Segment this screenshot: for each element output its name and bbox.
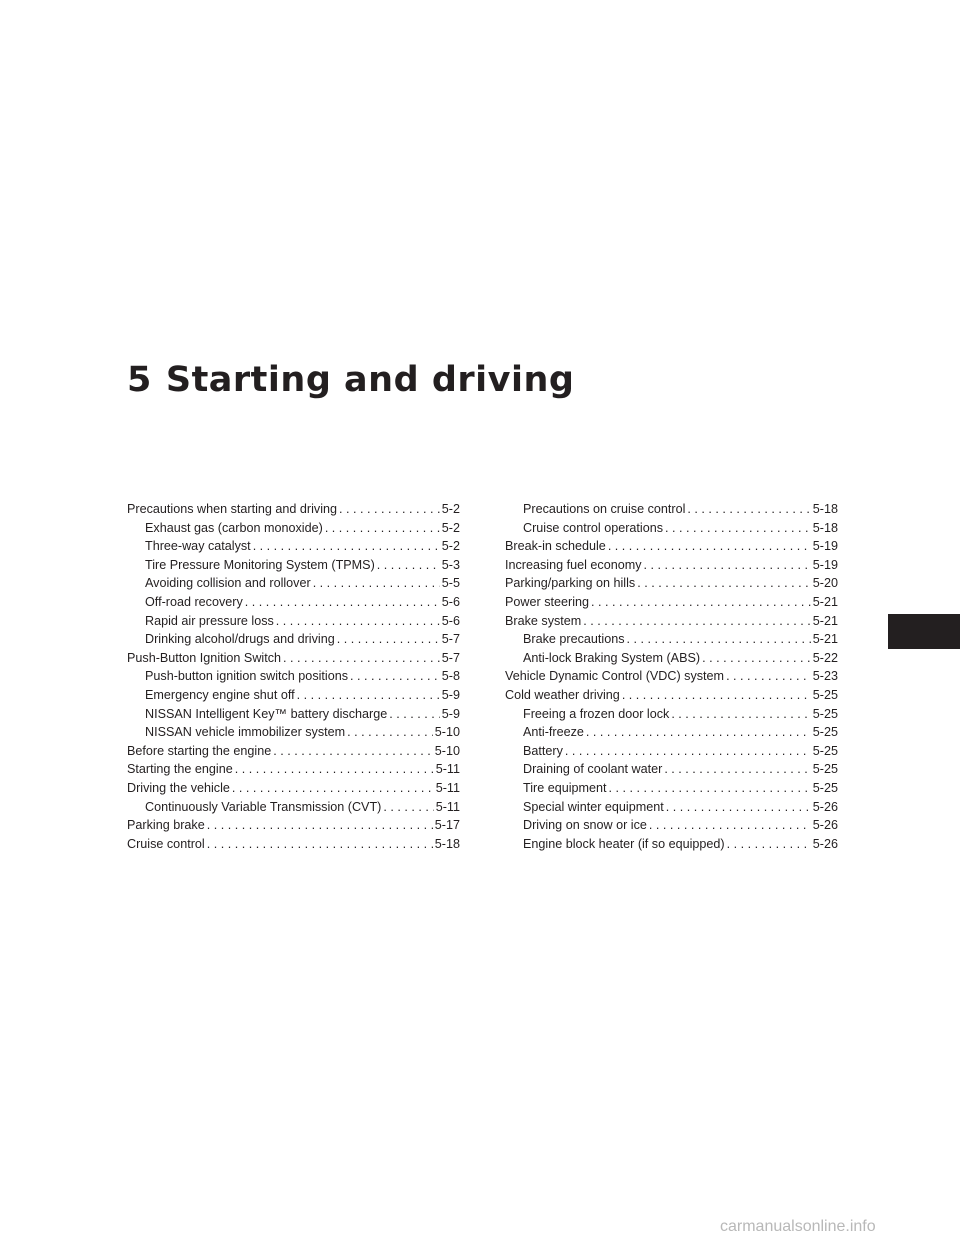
toc-entry-page: 5-2 <box>441 539 460 554</box>
toc-entry[interactable] <box>505 649 838 668</box>
toc-entry-page: 5-21 <box>812 613 838 628</box>
toc-entry[interactable] <box>127 723 460 742</box>
toc-entry-label: Special winter equipment <box>523 799 664 814</box>
toc-entry-label: Cruise control operations <box>523 520 664 535</box>
dot-leader <box>273 742 433 761</box>
chapter-title <box>127 360 574 400</box>
toc-entry-label: Break-in schedule <box>505 539 606 554</box>
toc-entry-page: 5-18 <box>812 502 838 516</box>
toc-entry[interactable] <box>505 612 838 631</box>
toc-entry-page: 5-6 <box>441 594 460 609</box>
toc-entry-page: 5-10 <box>434 725 460 740</box>
toc-entry-label: Increasing fuel economy <box>505 557 642 572</box>
dot-leader <box>586 723 811 742</box>
dot-leader <box>637 574 811 593</box>
toc-entry[interactable] <box>505 723 838 742</box>
dot-leader <box>337 630 440 649</box>
toc-entry[interactable] <box>127 816 460 835</box>
toc-entry-page: 5-25 <box>812 743 838 758</box>
toc-entry-page: 5-2 <box>441 520 460 535</box>
dot-leader <box>644 556 811 575</box>
toc-entry-page: 5-2 <box>441 502 460 516</box>
toc-entry[interactable] <box>127 593 460 612</box>
dot-leader <box>389 705 440 724</box>
toc-entry[interactable] <box>505 667 838 686</box>
toc-entry[interactable] <box>505 798 838 817</box>
toc-entry[interactable] <box>505 574 838 593</box>
dot-leader <box>325 519 440 538</box>
toc-entry[interactable] <box>505 519 838 538</box>
toc-entry[interactable] <box>505 593 838 612</box>
toc-entry-label: Brake precautions <box>523 632 625 647</box>
dot-leader <box>283 649 440 668</box>
toc-entry-label: Driving on snow or ice <box>523 818 647 833</box>
toc-entry-page: 5-21 <box>812 632 838 647</box>
dot-leader <box>235 760 434 779</box>
toc-entry-label: Battery <box>523 743 563 758</box>
toc-entry[interactable] <box>127 686 460 705</box>
dot-leader <box>347 723 433 742</box>
dot-leader <box>726 667 811 686</box>
watermark-text: carmanualsonline.info <box>720 1218 876 1235</box>
toc-entry-page: 5-26 <box>812 799 838 814</box>
toc-entry-page: 5-8 <box>441 669 460 684</box>
toc-entry[interactable] <box>505 835 838 854</box>
toc-entry-page: 5-17 <box>434 818 460 833</box>
toc-entry[interactable] <box>505 816 838 835</box>
toc-entry-page: 5-11 <box>435 762 460 777</box>
toc-entry-label: Off-road recovery <box>145 594 243 609</box>
toc-entry-label: Push-button ignition switch positions <box>145 669 349 684</box>
dot-leader <box>232 779 434 798</box>
toc-entry[interactable] <box>505 686 838 705</box>
toc-entry[interactable] <box>505 760 838 779</box>
toc-entry[interactable] <box>127 760 460 779</box>
toc-entry-label: Engine block heater (if so equipped) <box>523 836 725 851</box>
toc-left-column <box>127 500 460 853</box>
toc-entry-page: 5-25 <box>812 780 838 795</box>
toc-entry[interactable] <box>505 500 838 519</box>
toc-entry-label: Push-Button Ignition Switch <box>127 650 282 665</box>
toc-entry-label: Cruise control <box>127 836 205 851</box>
toc-entry-label: Before starting the engine <box>127 743 272 758</box>
toc-entry-page: 5-9 <box>441 687 460 702</box>
toc-entry-page: 5-25 <box>812 687 838 702</box>
dot-leader <box>565 742 811 761</box>
toc-entry-label: Tire Pressure Monitoring System (TPMS) <box>145 557 375 572</box>
toc-entry-label: Anti-freeze <box>523 725 584 740</box>
dot-leader <box>583 612 810 631</box>
toc-entry-page: 5-11 <box>435 780 460 795</box>
dot-leader <box>377 556 440 575</box>
dot-leader <box>727 835 811 854</box>
dot-leader <box>591 593 811 612</box>
toc-entry-label: Tire equipment <box>523 780 607 795</box>
toc-entry-page: 5-26 <box>812 818 838 833</box>
toc-entry-label: Drinking alcohol/drugs and driving <box>145 632 335 647</box>
toc-entry[interactable] <box>127 835 460 854</box>
toc-entry[interactable] <box>505 556 838 575</box>
toc-entry-label: Continuously Variable Transmission (CVT) <box>145 799 382 814</box>
toc-entry-label: Avoiding collision and rollover <box>145 576 311 591</box>
dot-leader <box>297 686 440 705</box>
toc-entry-label: Cold weather driving <box>505 687 620 702</box>
toc-entry[interactable] <box>127 574 460 593</box>
toc-entry[interactable] <box>505 742 838 761</box>
toc-entry-page: 5-20 <box>812 576 838 591</box>
toc-entry[interactable] <box>127 779 460 798</box>
dot-leader <box>627 630 811 649</box>
dot-leader <box>383 798 433 817</box>
dot-leader <box>608 537 811 556</box>
dot-leader <box>665 519 811 538</box>
toc-entry[interactable] <box>127 630 460 649</box>
toc-entry-page: 5-3 <box>441 557 460 572</box>
toc-entry[interactable] <box>505 630 838 649</box>
dot-leader <box>702 649 811 668</box>
toc-entry[interactable] <box>127 537 460 556</box>
toc-entry-label: Precautions on cruise control <box>523 502 686 516</box>
toc-entry[interactable] <box>127 705 460 724</box>
toc-entry[interactable] <box>127 556 460 575</box>
dot-leader <box>671 705 810 724</box>
dot-leader <box>649 816 811 835</box>
toc-entry-label: Freeing a frozen door lock <box>523 706 670 721</box>
toc-entry[interactable] <box>127 742 460 761</box>
toc-entry-label: Draining of coolant water <box>523 762 663 777</box>
toc-entry-page: 5-11 <box>435 799 460 814</box>
toc-entry-page: 5-25 <box>812 725 838 740</box>
dot-leader <box>313 574 440 593</box>
dot-leader <box>622 686 811 705</box>
toc-entry-page: 5-23 <box>812 669 838 684</box>
toc-entry-page: 5-7 <box>441 650 460 665</box>
toc-entry[interactable] <box>127 612 460 631</box>
toc-entry[interactable] <box>505 779 838 798</box>
toc-entry-label: Emergency engine shut off <box>145 687 295 702</box>
chapter-number: 5 <box>127 360 152 400</box>
dot-leader <box>207 835 433 854</box>
toc-entry-label: NISSAN Intelligent Key™ battery discharge <box>145 706 388 721</box>
toc-entry-label: Precautions when starting and driving <box>127 502 338 516</box>
toc-entry-page: 5-10 <box>434 743 460 758</box>
chapter-thumb-tab <box>888 614 960 649</box>
toc-entry-label: Rapid air pressure loss <box>145 613 274 628</box>
toc-entry[interactable] <box>127 798 460 817</box>
toc-entry-label: Power steering <box>505 594 589 609</box>
dot-leader <box>664 760 810 779</box>
toc-entry-page: 5-19 <box>812 539 838 554</box>
toc-entry-page: 5-22 <box>812 650 838 665</box>
toc-entry-label: Exhaust gas (carbon monoxide) <box>145 520 323 535</box>
toc-entry-label: Anti-lock Braking System (ABS) <box>523 650 701 665</box>
toc-entry-page: 5-26 <box>812 836 838 851</box>
toc-entry-page: 5-18 <box>812 520 838 535</box>
toc-entry-label: Driving the vehicle <box>127 780 230 795</box>
toc-entry[interactable] <box>505 537 838 556</box>
toc-entry[interactable] <box>127 667 460 686</box>
toc-entry-label: Three-way catalyst <box>145 539 251 554</box>
toc-entry-label: NISSAN vehicle immobilizer system <box>145 725 346 740</box>
dot-leader <box>276 612 440 631</box>
toc-entry-page: 5-6 <box>441 613 460 628</box>
toc-entry-page: 5-5 <box>441 576 460 591</box>
dot-leader <box>339 500 440 519</box>
toc-entry-label: Parking brake <box>127 818 205 833</box>
dot-leader <box>687 500 810 519</box>
toc-entry-page: 5-9 <box>441 706 460 721</box>
toc-entry[interactable] <box>127 500 460 519</box>
toc-entry[interactable] <box>127 649 460 668</box>
toc-right-column <box>505 500 838 853</box>
dot-leader <box>253 537 440 556</box>
toc-entry-page: 5-21 <box>812 594 838 609</box>
toc-entry-label: Vehicle Dynamic Control (VDC) system <box>505 669 725 684</box>
toc-entry-page: 5-7 <box>441 632 460 647</box>
toc-entry-page: 5-25 <box>812 706 838 721</box>
toc-entry-page: 5-19 <box>812 557 838 572</box>
toc-entry[interactable] <box>505 705 838 724</box>
toc-entry-label: Brake system <box>505 613 582 628</box>
toc-entry[interactable] <box>127 519 460 538</box>
toc-entry-page: 5-25 <box>812 762 838 777</box>
dot-leader <box>245 593 440 612</box>
chapter-title-text: Starting and driving <box>165 360 575 400</box>
toc-entry-page: 5-18 <box>434 836 460 851</box>
dot-leader <box>666 798 811 817</box>
toc-entry-label: Parking/parking on hills <box>505 576 636 591</box>
dot-leader <box>350 667 440 686</box>
dot-leader <box>207 816 433 835</box>
dot-leader <box>609 779 811 798</box>
toc-entry-label: Starting the engine <box>127 762 233 777</box>
